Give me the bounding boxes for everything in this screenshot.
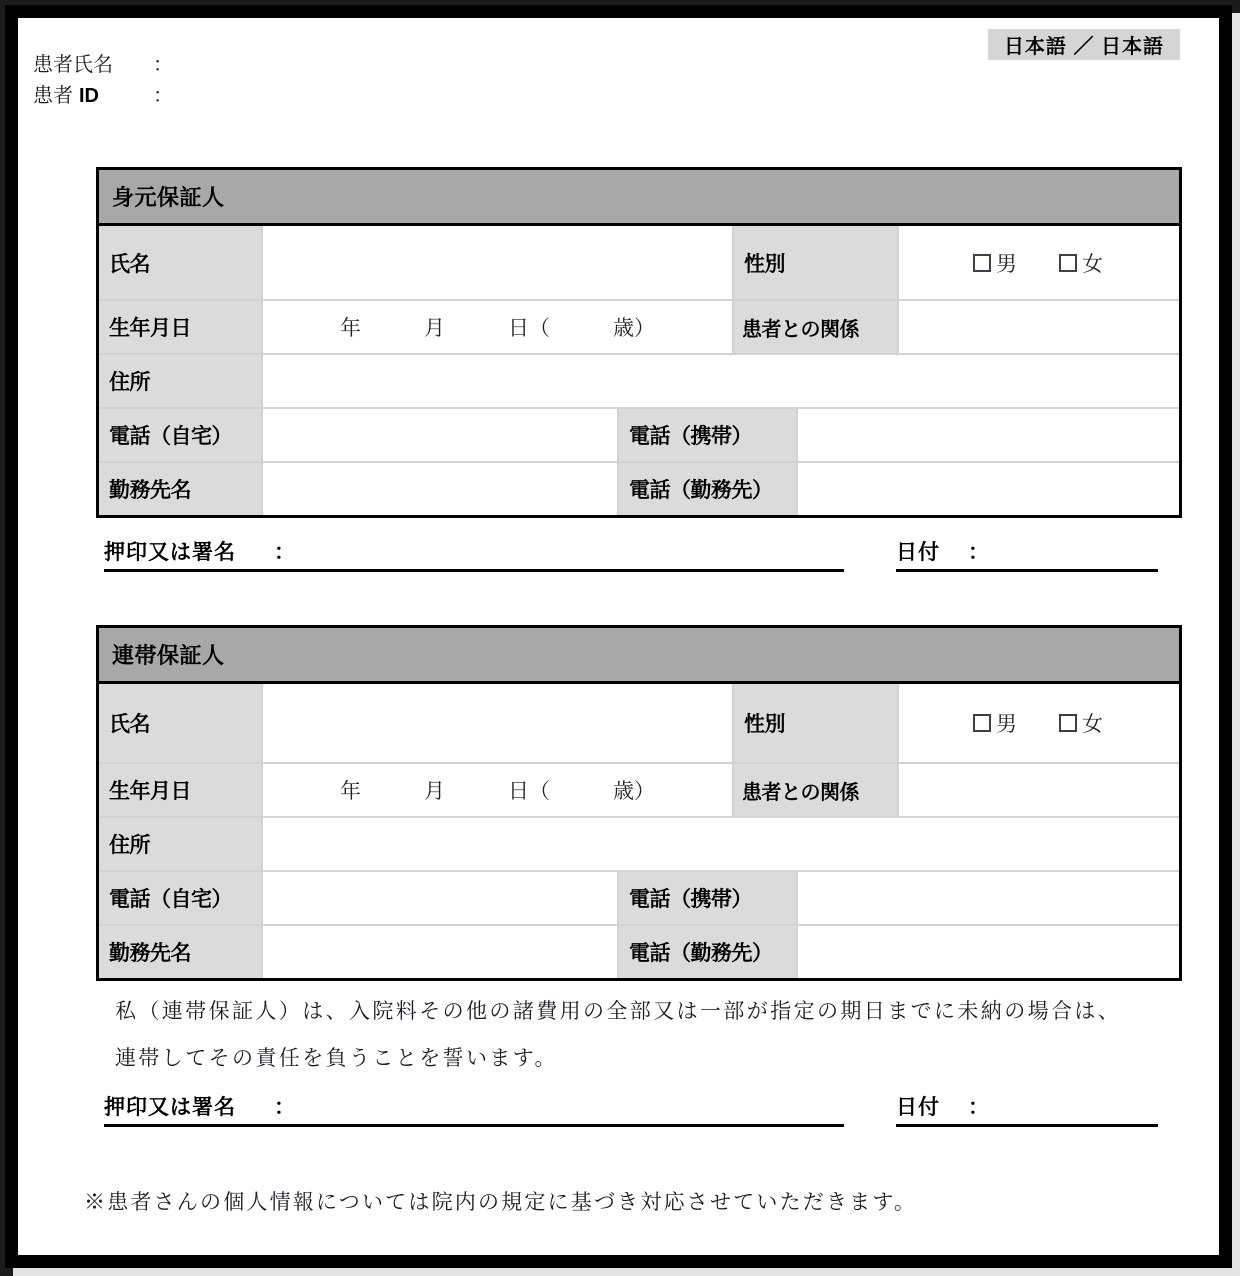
birthdate-input-cell[interactable] (261, 301, 732, 353)
table-row (99, 461, 1179, 515)
table-row (99, 924, 1179, 978)
birthdate-input-cell[interactable] (261, 764, 732, 816)
signature-colon: ： (274, 1096, 296, 1119)
signature-line[interactable] (104, 1091, 844, 1127)
date-line[interactable] (896, 536, 1158, 572)
phone-mobile-label: 電話（携帯） (617, 409, 796, 461)
form-page (5, 5, 1232, 1268)
date-label: 日付 (896, 1096, 940, 1119)
phone-home-label: 電話（自宅） (99, 872, 261, 924)
date-colon: ： (968, 541, 990, 564)
date-line[interactable] (896, 1091, 1158, 1127)
birthdate-label: 生年月日 (99, 301, 261, 353)
male-option-label: 男 (996, 712, 1017, 736)
address-input-cell[interactable] (261, 355, 1177, 407)
birthdate-label: 生年月日 (99, 764, 261, 816)
address-input-cell[interactable] (261, 818, 1177, 870)
table-title: 連帯保証人 (99, 628, 1179, 684)
gender-choice-cell (897, 684, 1177, 762)
patient-id-line (33, 81, 173, 112)
workplace-label: 勤務先名 (99, 926, 261, 978)
birthdate-format-hint: 年 月 日（ 歳） (340, 779, 655, 803)
phone-work-input-cell[interactable] (796, 926, 1177, 978)
relationship-label: 患者との関係 (732, 764, 897, 816)
gender-choice-cell (897, 226, 1177, 299)
name-label: 氏名 (99, 684, 261, 762)
table-row (99, 353, 1179, 407)
patient-id-word: ID (79, 85, 99, 107)
pledge-line-1: 私（連帯保証人）は、入院料その他の諸費用の全部又は一部が指定の期日までに未納の場合は、 (115, 998, 1122, 1023)
signature-line[interactable] (104, 536, 844, 572)
patient-id-label (33, 81, 153, 112)
birthdate-format-hint: 年 月 日（ 歳） (340, 316, 655, 340)
female-option-label: 女 (1082, 712, 1103, 736)
patient-id-prefix: 患者 (33, 85, 73, 107)
signature-row (104, 1091, 1158, 1127)
workplace-label: 勤務先名 (99, 463, 261, 515)
table-row (99, 762, 1179, 816)
phone-mobile-label: 電話（携帯） (617, 872, 796, 924)
patient-name-line (33, 50, 173, 81)
gender-label: 性別 (732, 684, 897, 762)
female-checkbox-icon[interactable] (1059, 714, 1077, 732)
phone-work-input-cell[interactable] (796, 463, 1177, 515)
name-input-cell[interactable] (261, 226, 732, 299)
workplace-input-cell[interactable] (261, 926, 617, 978)
phone-work-label: 電話（勤務先） (617, 926, 796, 978)
date-colon: ： (968, 1096, 990, 1119)
workplace-input-cell[interactable] (261, 463, 617, 515)
male-checkbox-icon[interactable] (973, 254, 991, 272)
personal-guarantor-table (96, 167, 1182, 518)
phone-home-input-cell[interactable] (261, 409, 617, 461)
address-label: 住所 (99, 818, 261, 870)
privacy-note: ※患者さんの個人情報については院内の規定に基づき対応させていただきます。 (84, 1190, 918, 1214)
relationship-label: 患者との関係 (732, 301, 897, 353)
table-title: 身元保証人 (99, 170, 1179, 226)
phone-home-label: 電話（自宅） (99, 409, 261, 461)
gender-female-option[interactable] (1059, 248, 1103, 278)
relationship-input-cell[interactable] (897, 764, 1177, 816)
patient-header (33, 50, 173, 112)
gender-label: 性別 (732, 226, 897, 299)
address-label: 住所 (99, 355, 261, 407)
phone-work-label: 電話（勤務先） (617, 463, 796, 515)
table-row (99, 684, 1179, 762)
patient-name-colon: ： (153, 54, 173, 76)
gender-male-option[interactable] (973, 248, 1017, 278)
phone-mobile-input-cell[interactable] (796, 409, 1177, 461)
name-label: 氏名 (99, 226, 261, 299)
language-switcher[interactable]: 日本語 ／ 日本語 (988, 29, 1180, 60)
phone-home-input-cell[interactable] (261, 872, 617, 924)
name-input-cell[interactable] (261, 684, 732, 762)
table-row (99, 816, 1179, 870)
signature-label: 押印又は署名 (104, 541, 236, 564)
relationship-input-cell[interactable] (897, 301, 1177, 353)
patient-id-colon: ： (153, 85, 173, 107)
table-row (99, 407, 1179, 461)
joint-guarantor-table (96, 625, 1182, 981)
date-label: 日付 (896, 541, 940, 564)
table-row (99, 226, 1179, 299)
signature-row (104, 536, 1158, 572)
male-checkbox-icon[interactable] (973, 714, 991, 732)
male-option-label: 男 (996, 251, 1017, 276)
pledge-line-2: 連帯してその責任を負うことを誓います。 (115, 1045, 558, 1070)
gender-male-option[interactable] (973, 708, 1017, 738)
pledge-paragraph (115, 986, 1121, 1080)
table-row (99, 299, 1179, 353)
gender-female-option[interactable] (1059, 708, 1103, 738)
female-option-label: 女 (1082, 251, 1103, 276)
female-checkbox-icon[interactable] (1059, 254, 1077, 272)
signature-label: 押印又は署名 (104, 1096, 236, 1119)
table-row (99, 870, 1179, 924)
signature-colon: ： (274, 541, 296, 564)
patient-name-label: 患者氏名 (33, 54, 113, 76)
phone-mobile-input-cell[interactable] (796, 872, 1177, 924)
